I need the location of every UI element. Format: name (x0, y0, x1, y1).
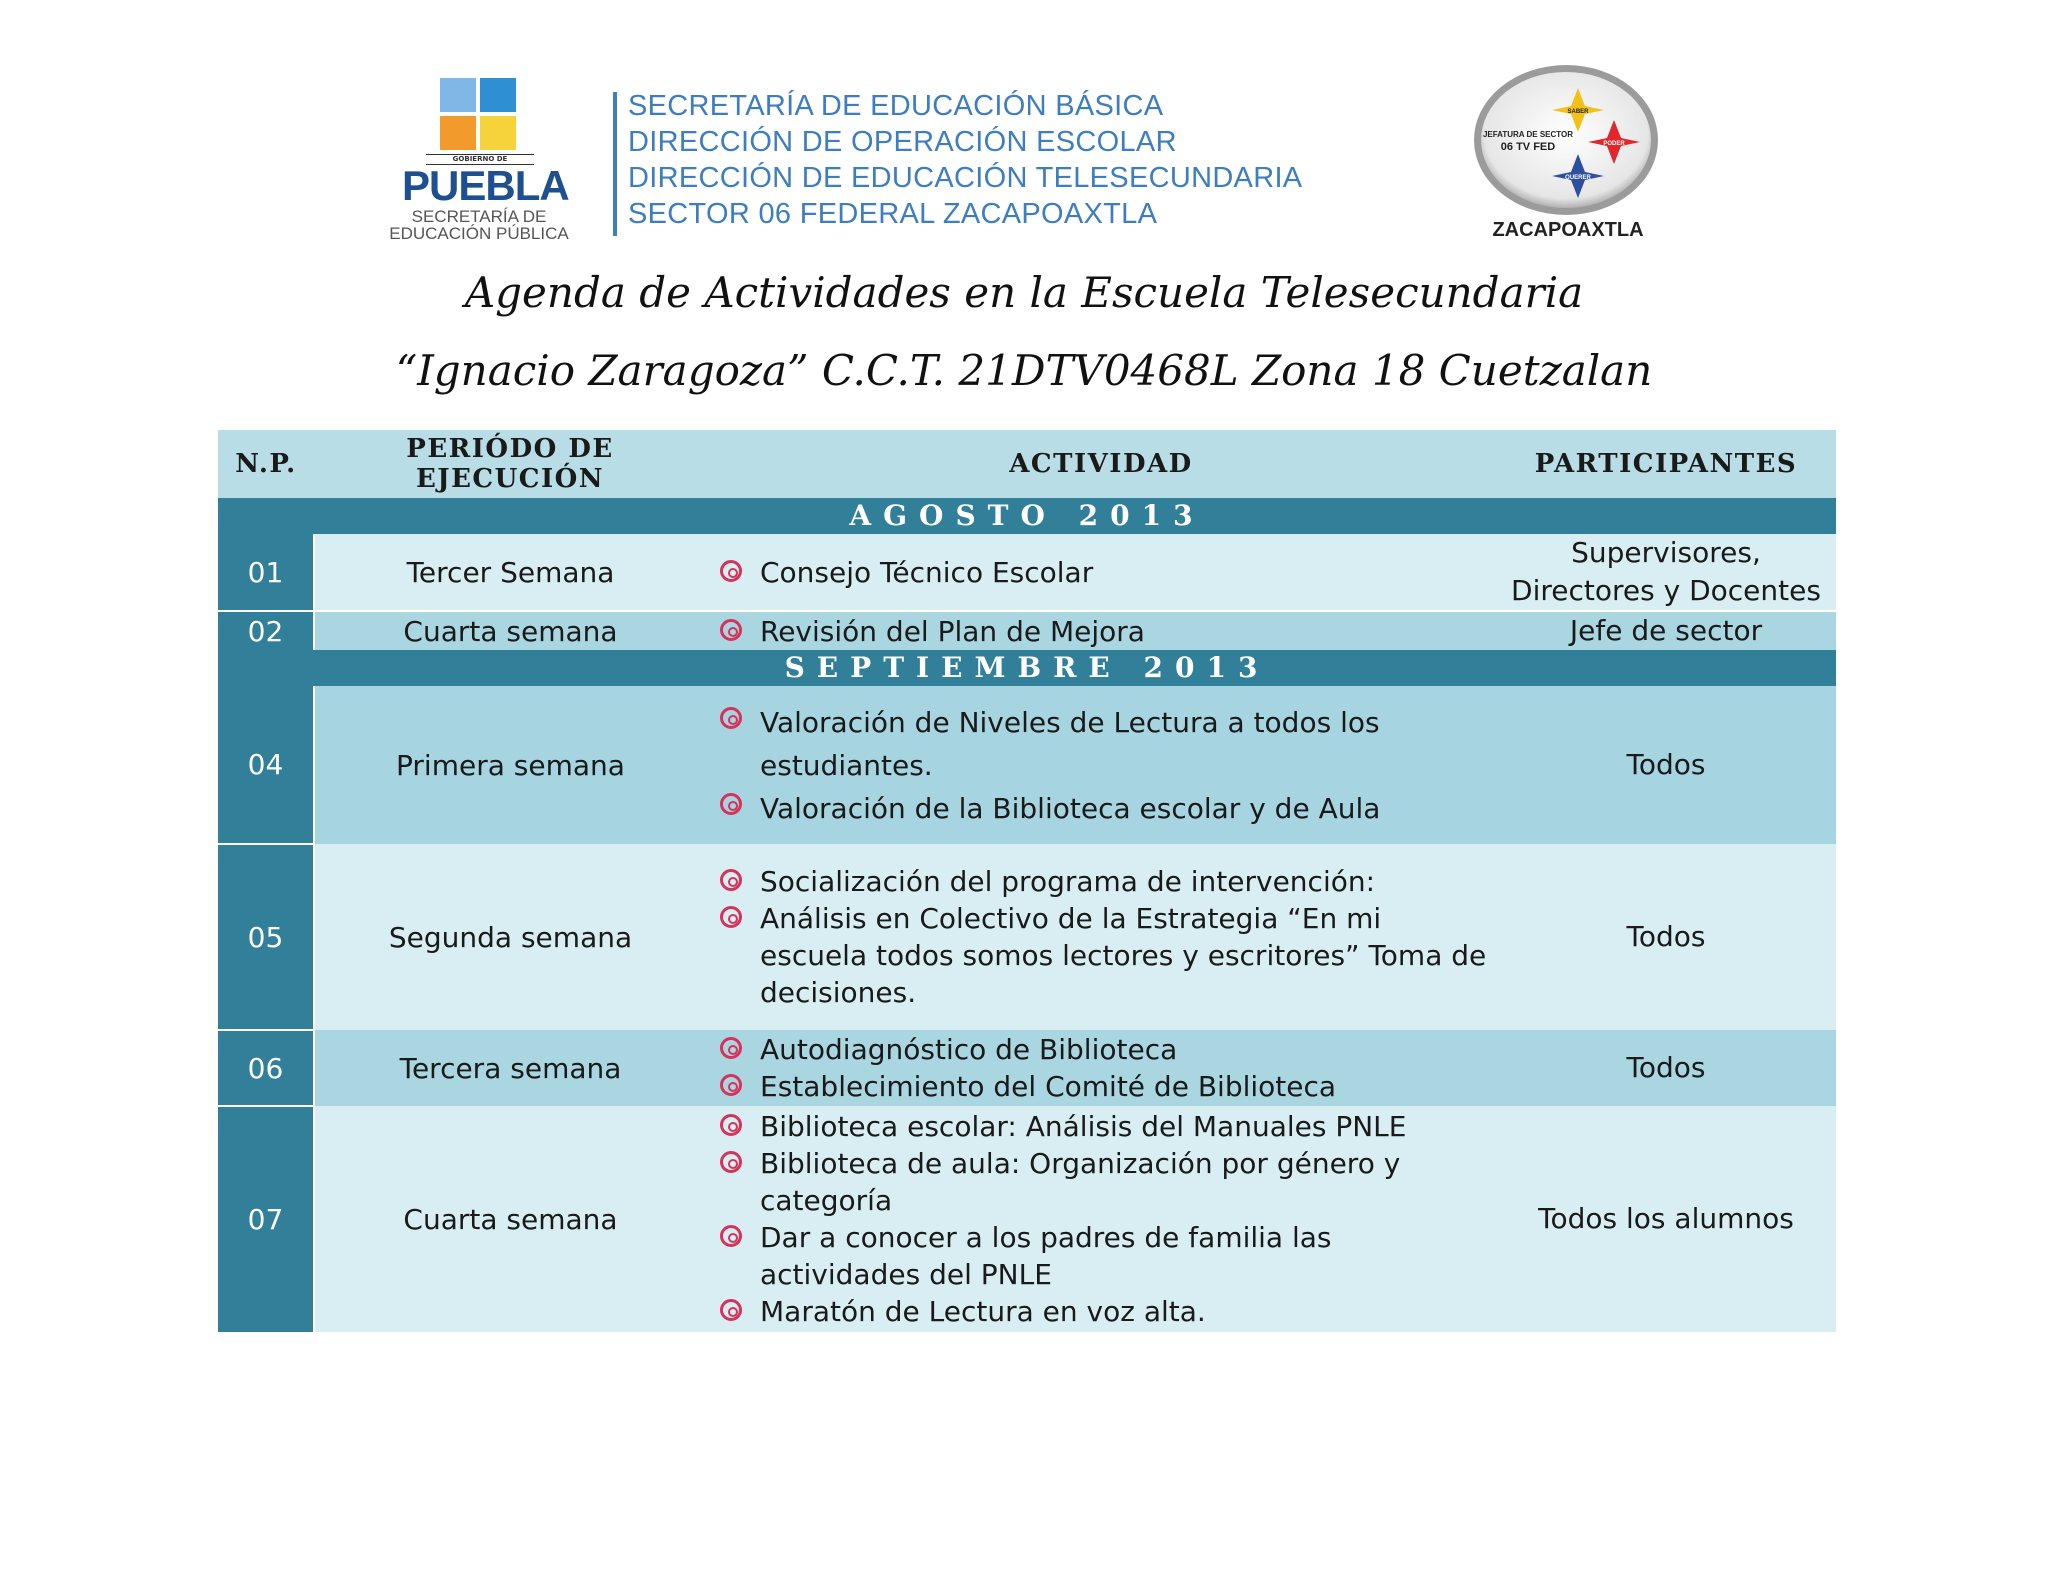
spiral-bullet-icon (720, 560, 742, 582)
row-participants: Todos (1496, 686, 1836, 844)
list-item: Maratón de Lectura en voz alta. (718, 1293, 1496, 1330)
row-number: 06 (218, 1030, 314, 1106)
row-participants: Jefe de sector (1496, 611, 1836, 650)
institution-line: DIRECCIÓN DE EDUCACIÓN TELESECUNDARIA (628, 162, 1303, 194)
row-activities (706, 611, 1496, 650)
table-row (218, 534, 1836, 611)
list-item: Socialización del programa de intervención: (718, 863, 1496, 900)
row-number: 02 (218, 611, 314, 650)
sector-logo-caption: ZACAPOAXTLA (1492, 219, 1644, 241)
row-participants: Supervisores, Directores y Docentes (1496, 534, 1836, 611)
row-period: Segunda semana (314, 844, 706, 1030)
list-item: Biblioteca escolar: Análisis del Manuales PNLE (718, 1108, 1496, 1145)
row-number: 01 (218, 534, 314, 611)
svg-text:PODER: PODER (1603, 141, 1625, 147)
spiral-bullet-icon (720, 1114, 742, 1136)
row-period: Cuarta semana (314, 1106, 706, 1332)
spiral-bullet-icon (720, 1074, 742, 1096)
row-participants: Todos (1496, 844, 1836, 1030)
school-subtitle: “Ignacio Zaragoza” C.C.T. 21DTV0468L Zona 18 Cuetzalan (395, 346, 1653, 395)
row-participants: Todos los alumnos (1496, 1106, 1836, 1332)
spiral-bullet-icon (720, 869, 742, 891)
month-row-agosto (218, 498, 1836, 534)
spiral-bullet-icon (720, 619, 742, 641)
svg-text:JEFATURA DE SECTOR: JEFATURA DE SECTOR (1482, 130, 1574, 139)
month-row-septiembre (218, 650, 1836, 686)
row-period: Tercera semana (314, 1030, 706, 1106)
spiral-bullet-icon (720, 1299, 742, 1321)
list-item: Biblioteca de aula: Organización por género y categoría (718, 1145, 1496, 1219)
spiral-bullet-icon (720, 906, 742, 928)
list-item: Consejo Técnico Escolar (718, 554, 1496, 591)
list-item: Valoración de Niveles de Lectura a todos los estudiantes. (718, 701, 1496, 787)
table-row (218, 1106, 1836, 1332)
row-period: Cuarta semana (314, 611, 706, 650)
row-activities (706, 686, 1496, 844)
month-label: SEPTIEMBRE 2013 (218, 650, 1836, 686)
puebla-wordmark: PUEBLA (402, 162, 569, 209)
header-participants: PARTICIPANTES (1496, 430, 1836, 498)
header-divider (613, 92, 617, 236)
cubes-logo-icon (440, 78, 518, 152)
list-item: Revisión del Plan de Mejora (718, 613, 1496, 650)
row-period: Primera semana (314, 686, 706, 844)
table-header-row (218, 430, 1836, 498)
sector-logo (1466, 62, 1666, 244)
svg-text:06 TV FED: 06 TV FED (1500, 141, 1556, 153)
spiral-bullet-icon (720, 793, 742, 815)
table-row (218, 611, 1836, 650)
spiral-bullet-icon (720, 707, 742, 729)
institution-line: DIRECCIÓN DE OPERACIÓN ESCOLAR (628, 126, 1177, 158)
row-activities (706, 534, 1496, 611)
row-activities (706, 1106, 1496, 1332)
month-label: AGOSTO 2013 (218, 498, 1836, 534)
list-item: Establecimiento del Comité de Biblioteca (718, 1068, 1496, 1105)
svg-text:SABER: SABER (1567, 109, 1589, 115)
activities-table (218, 430, 1836, 1332)
header-np: N.P. (218, 430, 314, 498)
list-item: Autodiagnóstico de Biblioteca (718, 1031, 1496, 1068)
row-period: Tercer Semana (314, 534, 706, 611)
sector-emblem-icon (1466, 62, 1666, 244)
row-activities (706, 844, 1496, 1030)
agenda-title: Agenda de Actividades en la Escuela Telesecundaria (464, 268, 1584, 317)
spiral-bullet-icon (720, 1225, 742, 1247)
institution-line: SECRETARÍA DE EDUCACIÓN BÁSICA (628, 90, 1164, 122)
header-activity: ACTIVIDAD (706, 430, 1496, 498)
list-item: Análisis en Colectivo de la Estrategia “En mi escuela todos somos lectores y escritores” Toma de decisiones. (718, 900, 1496, 1011)
puebla-government-logo (376, 78, 576, 243)
list-item: Dar a conocer a los padres de familia las actividades del PNLE (718, 1219, 1496, 1293)
institution-header (628, 88, 1302, 232)
institution-line: SECTOR 06 FEDERAL ZACAPOAXTLA (628, 198, 1158, 230)
table-row (218, 686, 1836, 844)
spiral-bullet-icon (720, 1151, 742, 1173)
row-number: 05 (218, 844, 314, 1030)
header-period: PERIÓDO DE EJECUCIÓN (314, 430, 706, 498)
gobierno-label: GOBIERNO DE (426, 154, 534, 165)
svg-text:QUERER: QUERER (1565, 175, 1591, 181)
row-number: 07 (218, 1106, 314, 1332)
list-item: Valoración de la Biblioteca escolar y de Aula (718, 787, 1496, 830)
table-row (218, 844, 1836, 1030)
table-row (218, 1030, 1836, 1106)
row-participants: Todos (1496, 1030, 1836, 1106)
row-number: 04 (218, 686, 314, 844)
row-activities (706, 1030, 1496, 1106)
spiral-bullet-icon (720, 1037, 742, 1059)
sep-label: SECRETARÍA DE EDUCACIÓN PÚBLICA (389, 207, 569, 243)
